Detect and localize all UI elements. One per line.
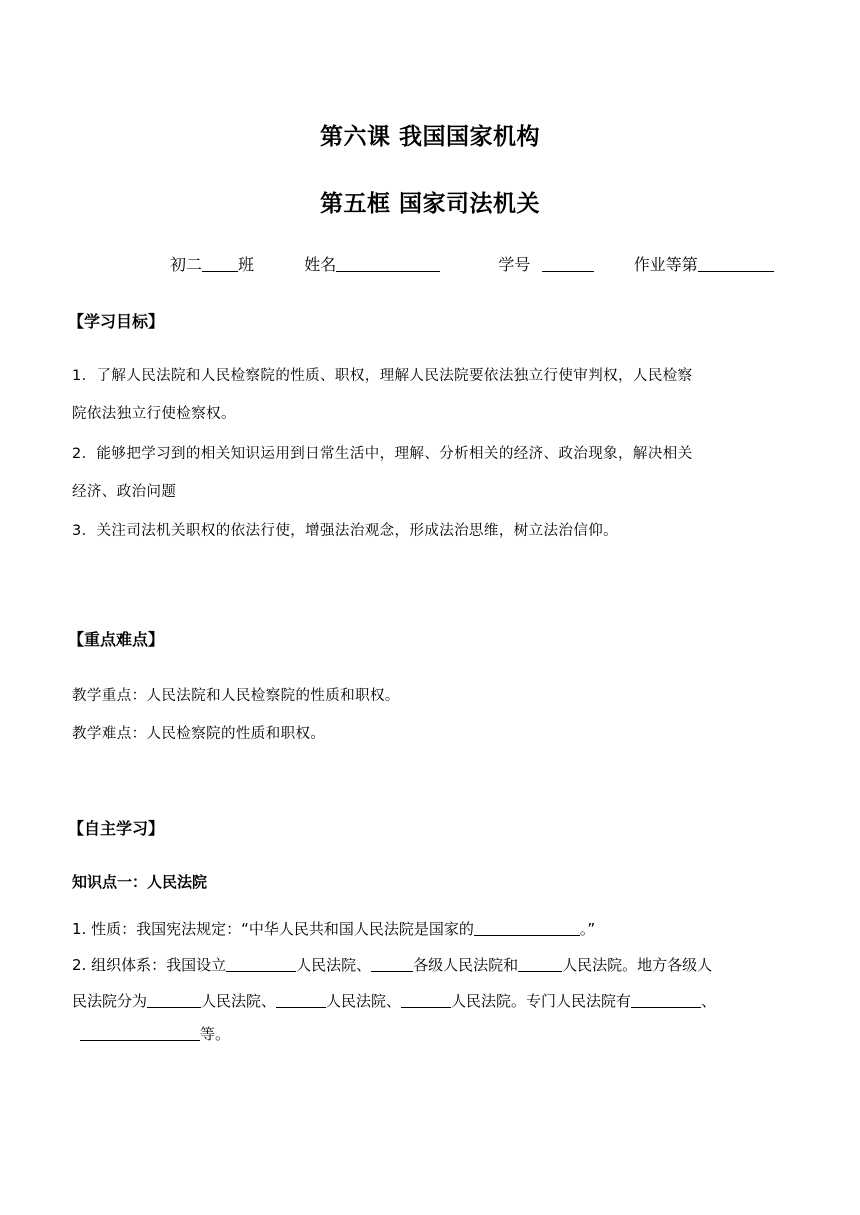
name-blank[interactable] [336, 255, 440, 272]
q2-text-e: 民法院分为 [72, 992, 148, 1010]
student-info-line [170, 252, 774, 275]
class-prefix: 初二 [170, 255, 203, 274]
grade-label: 作业等第 [633, 255, 698, 274]
q2-text-d: 人民法院。地方各级人 [562, 956, 713, 974]
self-study-heading: 【自主学习】 [68, 819, 165, 838]
name-label: 姓名 [304, 255, 337, 274]
goal-3: 3．关注司法机关职权的依法行使，增强法治观念，形成法治思维，树立法治信仰。 [72, 523, 619, 539]
goal-2-line-2: 经济、政治问题 [72, 484, 177, 500]
lesson-title: 第六课 我国国家机构 [319, 124, 540, 150]
q1-suffix: 。” [579, 920, 596, 938]
goal-1-line-2: 院依法独立行使检察权。 [72, 406, 236, 422]
q2-text-i: 、 [701, 992, 717, 1010]
q2-text-c: 各级人民法院和 [413, 956, 519, 974]
difficult-point: 教学难点：人民检察院的性质和职权。 [72, 726, 326, 742]
q2-blank-4[interactable] [147, 991, 201, 1008]
section-title: 第五框 国家司法机关 [319, 191, 540, 217]
question-2-line-1 [72, 953, 792, 975]
number-label: 学号 [498, 255, 531, 274]
q1-blank[interactable] [474, 919, 580, 936]
q1-prefix: 1. 性质：我国宪法规定：“中华人民共和国人民法院是国家的 [72, 920, 474, 938]
q2-blank-6[interactable] [401, 991, 451, 1008]
q2-text-j: 等。 [200, 1025, 231, 1043]
knowledge-point-1: 知识点一：人民法院 [72, 873, 208, 891]
class-suffix: 班 [238, 255, 255, 274]
question-2-line-3 [72, 1022, 792, 1044]
q2-blank-5[interactable] [276, 991, 326, 1008]
goal-2-line-1: 2．能够把学习到的相关知识运用到日常生活中，理解、分析相关的经济、政治现象，解决相关 [72, 446, 693, 462]
q2-text-h: 人民法院。专门人民法院有 [451, 992, 632, 1010]
number-blank[interactable] [542, 255, 594, 272]
goal-1-line-1: 1．了解人民法院和人民检察院的性质、职权，理解人民法院要依法独立行使审判权，人民检察 [72, 368, 693, 384]
key-point: 教学重点：人民法院和人民检察院的性质和职权。 [72, 688, 400, 704]
question-1 [72, 917, 792, 939]
q2-text-f: 人民法院、 [201, 992, 277, 1010]
key-points-heading: 【重点难点】 [68, 630, 165, 649]
q2-blank-1[interactable] [226, 955, 296, 972]
q2-text-g: 人民法院、 [326, 992, 402, 1010]
q2-text-b: 人民法院、 [296, 956, 372, 974]
question-2-line-2 [72, 989, 792, 1011]
q2-blank-3[interactable] [518, 955, 562, 972]
grade-blank[interactable] [698, 255, 774, 272]
q2-text-a: 2. 组织体系：我国设立 [72, 956, 227, 974]
q2-blank-8[interactable] [80, 1024, 200, 1041]
class-blank[interactable] [202, 255, 238, 272]
q2-blank-7[interactable] [631, 991, 701, 1008]
q2-blank-2[interactable] [371, 955, 413, 972]
goals-heading: 【学习目标】 [68, 312, 165, 331]
